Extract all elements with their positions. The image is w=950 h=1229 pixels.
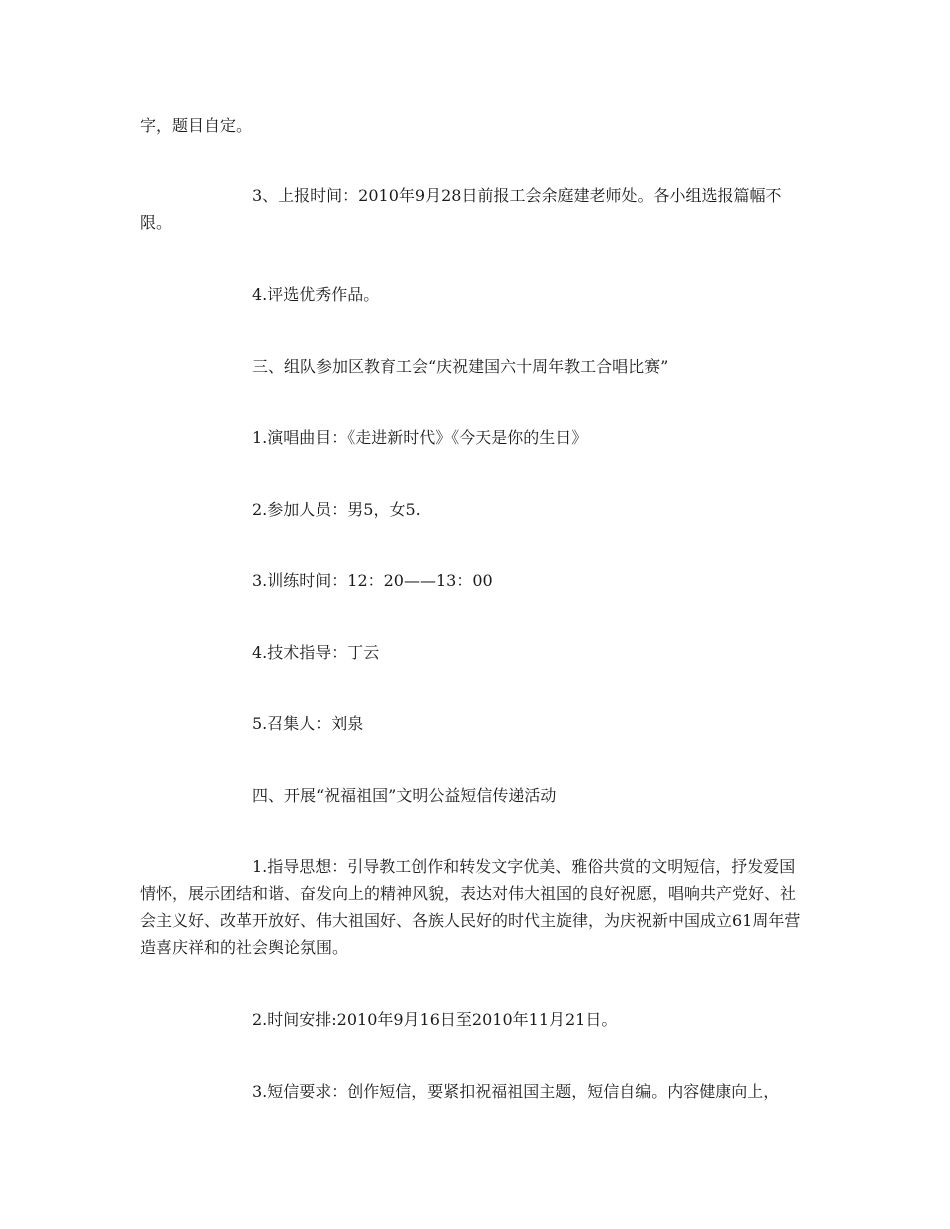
paragraph-songs: 1.演唱曲目：《走进新时代》《今天是你的生日》: [252, 428, 588, 447]
paragraph-technical-guidance: 4.技术指导：丁云: [252, 643, 380, 662]
paragraph-continuation: 字，题目自定。: [140, 116, 253, 135]
paragraph-sms-requirements: 3.短信要求：创作短信，要紧扣祝福祖国主题，短信自编。内容健康向上，: [252, 1082, 780, 1101]
paragraph-convener: 5.召集人：刘泉: [252, 714, 364, 733]
paragraph-guiding-idea: 1.指导思想：引导教工创作和转发文字优美、雅俗共赏的文明短信，抒发爱国情怀，展示团结和谐、奋发向上的精神风貌，表达对伟大祖国的良好祝愿，唱响共产党好、社会主义好、改革开放好、伟大祖国好、各族人民好的时代主旋律，为庆祝新中国成立61周年营造喜庆祥和的社会舆论氛围。: [140, 857, 801, 957]
paragraph-select-works: 4.评选优秀作品。: [252, 285, 380, 304]
paragraph-schedule: 2.时间安排:2010年9月16日至2010年11月21日。: [252, 1010, 618, 1029]
paragraph-participants: 2.参加人员：男5，女5.: [252, 500, 421, 519]
paragraph-submission-time: 3、上报时间：2010年9月28日前报工会余庭建老师处。各小组选报篇幅不限。: [140, 186, 782, 232]
section-heading-choir: 三、组队参加区教育工会“庆祝建国六十周年教工合唱比赛”: [252, 357, 669, 376]
paragraph-training-time: 3.训练时间：12：20——13：00: [252, 571, 493, 590]
section-heading-sms: 四、开展“祝福祖国”文明公益短信传递活动: [252, 786, 557, 805]
